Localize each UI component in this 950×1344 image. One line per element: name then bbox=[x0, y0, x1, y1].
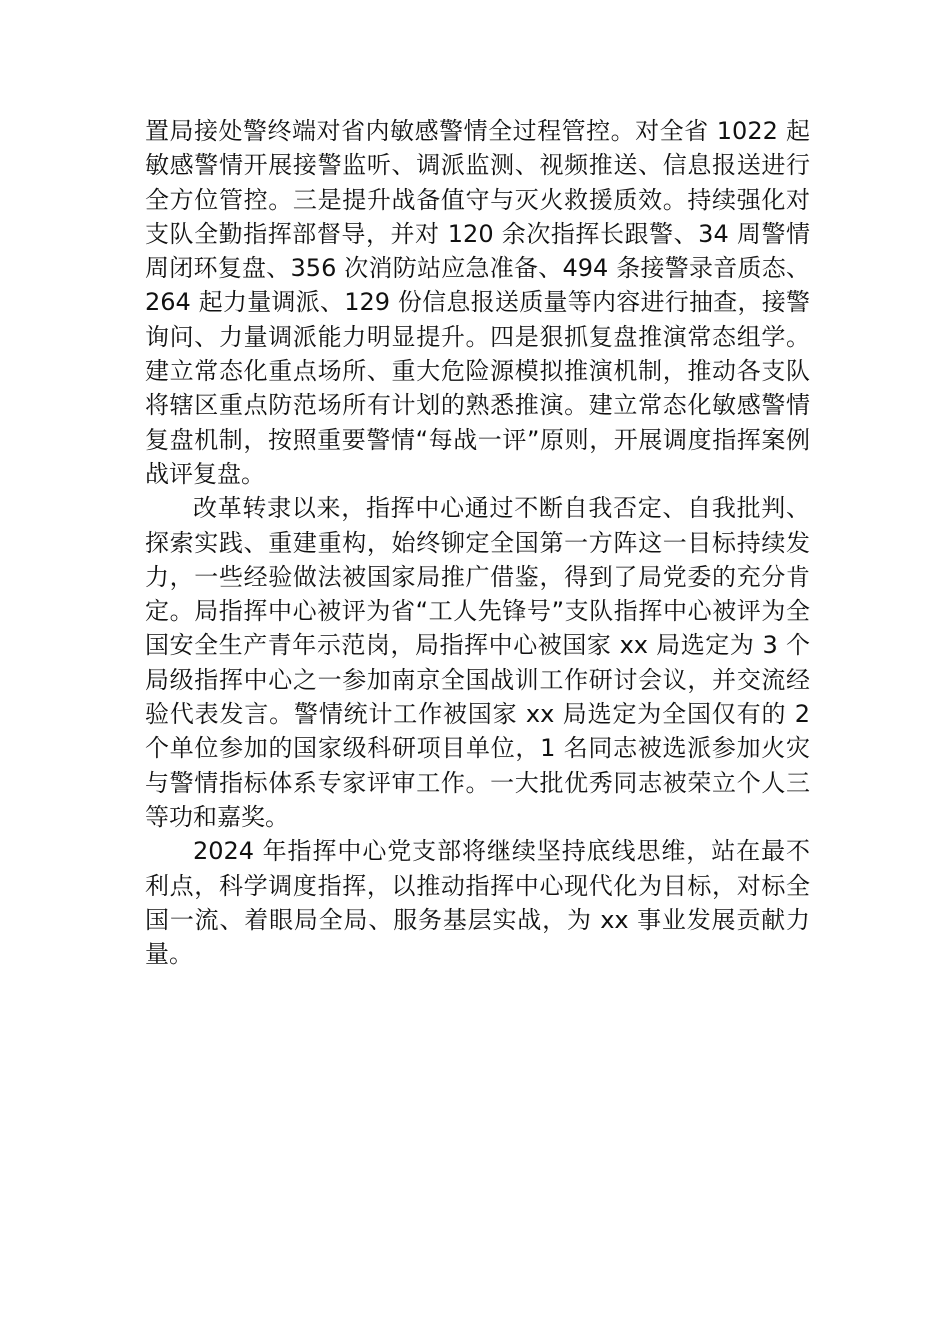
paragraph-2024-plan: 2024 年指挥中心党支部将继续坚持底线思维，站在最不利点，科学调度指挥，以推动指挥中心现代化为目标，对标全国一流、着眼局全局、服务基层实战，为 xx 事业发展贡献力量。 bbox=[145, 837, 810, 969]
paragraph-continued: 置局接处警终端对省内敏感警情全过程管控。对全省 1022 起敏感警情开展接警监听、调派监测、视频推送、信息报送进行全方位管控。三是提升战备值守与灭火救援质效。持续强化对支队全勤指挥部督导，并对 120 余次指挥长跟警、34 周警情周闭环复盘、356 次消防站应急准备、494 条接警录音质态、264 起力量调派、129 份信息报送质量等内容进行抽查，接警询问、力量调派能力明显提升。四是狠抓复盘推演常态组学。建立常态化重点场所、重大危险源模拟推演机制，推动各支队将辖区重点防范场所有计划的熟悉推演。建立常态化敏感警情复盘机制，按照重要警情“每战一评”原则，开展调度指挥案例战评复盘。 bbox=[145, 117, 810, 488]
paragraph-reform-achievements: 改革转隶以来，指挥中心通过不断自我否定、自我批判、探索实践、重建重构，始终铆定全国第一方阵这一目标持续发力，一些经验做法被国家局推广借鉴，得到了局党委的充分肯定。局指挥中心被评为省“工人先锋号”支队指挥中心被评为全国安全生产青年示范岗，局指挥中心被国家 xx 局选定为 3 个局级指挥中心之一参加南京全国战训工作研讨会议，并交流经验代表发言。警情统计工作被国家 xx 局选定为全国仅有的 2 个单位参加的国家级科研项目单位，1 名同志被选派参加火灾与警情指标体系专家评审工作。一大批优秀同志被荣立个人三等功和嘉奖。 bbox=[145, 494, 810, 831]
document-body bbox=[145, 114, 810, 971]
